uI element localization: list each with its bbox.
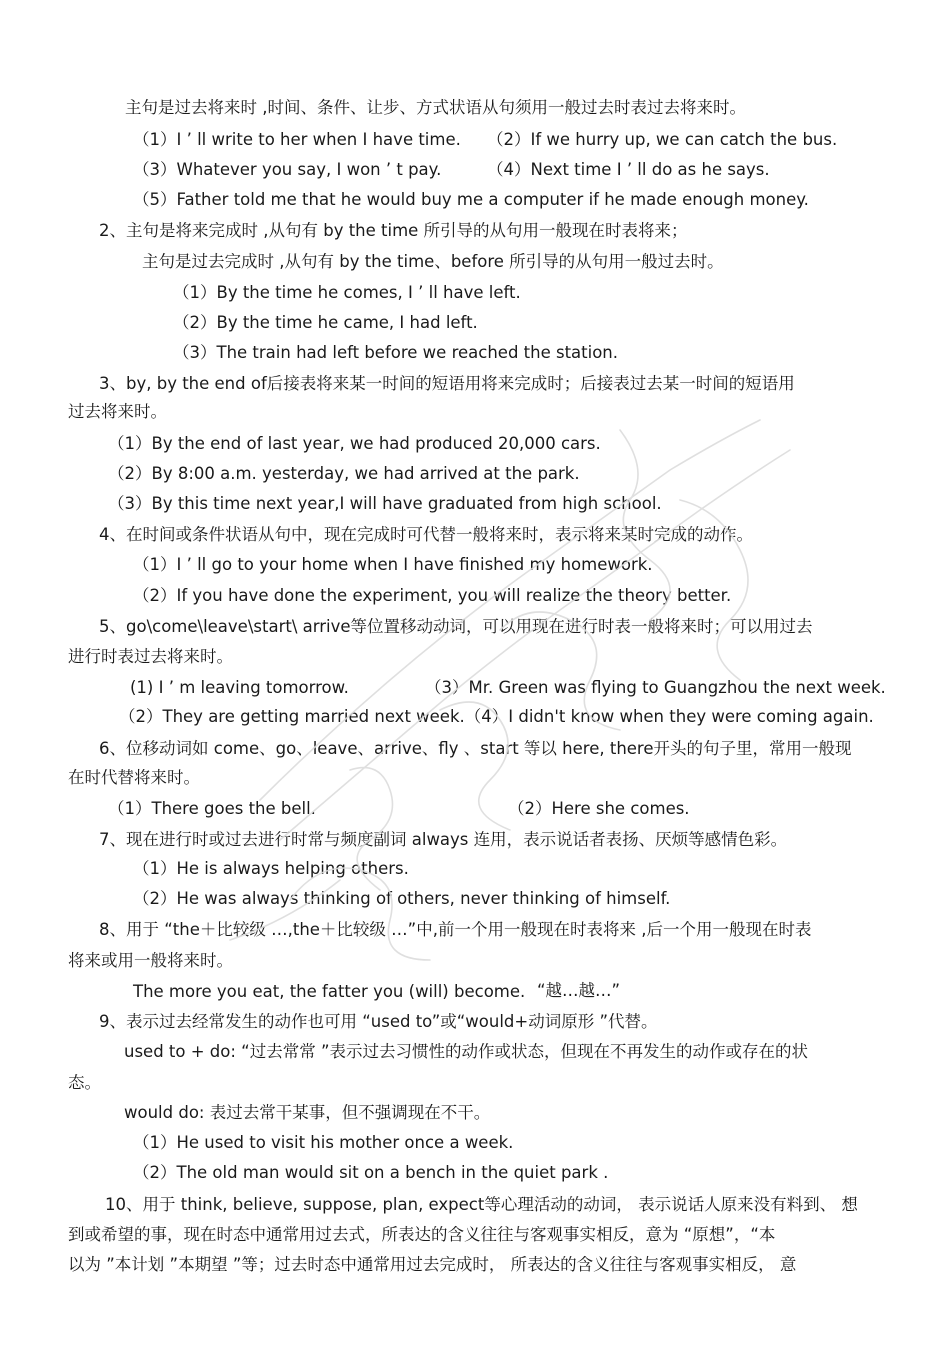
text-line: （1）I ’ ll go to your home when I have finished my homework.	[133, 555, 653, 574]
text-line: 10、用于 think, believe, suppose, plan, expect等心理活动的动词， 表示说话人原来没有料到、 想	[105, 1195, 858, 1214]
text-line: 主句是过去完成时 ,从句有 by the time、before 所引导的从句用一般过去时。	[142, 252, 724, 271]
text-line: 5、go\come\leave\start\ arrive等位置移动动词，可以用现在进行时表一般将来时；可以用过去	[99, 617, 813, 636]
text-line: 3、by, by the end of后接表将来某一时间的短语用将来完成时；后接表过去某一时间的短语用	[99, 374, 795, 393]
text-line: （3）By this time next year,I will have graduated from high school.	[108, 494, 662, 513]
text-line: （2）By 8:00 a.m. yesterday, we had arrived at the park.	[108, 464, 580, 483]
text-line: 7、现在进行时或过去进行时常与频度副词 always 连用，表示说话者表扬、厌烦等感情色彩。	[99, 830, 788, 849]
text-line: 6、位移动词如 come、go、leave、arrive、fly 、start 等以 here, there开头的句子里，常用一般现	[99, 739, 852, 758]
text-line: 9、表示过去经常发生的动作也可用 “used to”或“would+动词原形 ”代替。	[99, 1012, 658, 1031]
text-line: would do: 表过去常干某事，但不强调现在不干。	[124, 1103, 491, 1122]
text-line: （5）Father told me that he would buy me a computer if he made enough money.	[133, 190, 809, 209]
text-line: (1) I ’ m leaving tomorrow.	[130, 678, 349, 697]
text-line: 2、主句是将来完成时 ,从句有 by the time 所引导的从句用一般现在时表将来；	[99, 221, 688, 240]
text-line: 以为 ”本计划 ”本期望 ”等；过去时态中通常用过去完成时， 所表达的含义往往与客观事实相反， 意	[68, 1255, 797, 1274]
text-line: 主句是过去将来时 ,时间、条件、让步、方式状语从句须用一般过去时表过去将来时。	[125, 98, 746, 117]
text-line: （2）If we hurry up, we can catch the bus.	[487, 130, 838, 149]
text-line: 到或希望的事，现在时态中通常用过去式，所表达的含义往往与客观事实相反，意为 “原想”，“本	[68, 1225, 776, 1244]
text-line: （2）Here she comes.	[508, 799, 690, 818]
text-line: （3）Mr. Green was flying to Guangzhou the next week.	[425, 678, 886, 697]
text-line: 进行时表过去将来时。	[68, 647, 233, 666]
text-line: 8、用于 “the＋比较级 …,the＋比较级 …”中,前一个用一般现在时表将来 ,后一个用一般现在时表	[99, 920, 812, 939]
text-line: （1）There goes the bell.	[108, 799, 316, 818]
text-line: 态。	[68, 1073, 101, 1092]
text-line: used to + do: “过去常常 ”表示过去习惯性的动作或状态，但现在不再发生的动作或存在的状	[124, 1042, 809, 1061]
text-line: 在时代替将来时。	[68, 768, 200, 787]
text-line: （2）If you have done the experiment, you will realize the theory better.	[133, 586, 732, 605]
text-line: （2）He was always thinking of others, never thinking of himself.	[133, 889, 671, 908]
text-line: 过去将来时。	[68, 402, 167, 421]
text-line: （2）By the time he came, I had left.	[173, 313, 478, 332]
text-line: （1）He is always helping others.	[133, 859, 409, 878]
text-line: （1）I ’ ll write to her when I have time.	[133, 130, 461, 149]
text-line: The more you eat, the fatter you (will) become.	[133, 982, 526, 1001]
text-line: （3）Whatever you say, I won ’ t pay.	[133, 160, 442, 179]
text-line: （1）He used to visit his mother once a week.	[133, 1133, 514, 1152]
text-line: 4、在时间或条件状语从句中，现在完成时可代替一般将来时，表示将来某时完成的动作。	[99, 525, 753, 544]
text-line: （3）The train had left before we reached the station.	[173, 343, 619, 362]
text-line: （1）By the time he comes, I ’ ll have left.	[173, 283, 521, 302]
text-line: 将来或用一般将来时。	[68, 951, 233, 970]
text-line: （2）They are getting married next week.（4）I didn't know when they were coming again.	[119, 707, 874, 726]
text-line: （1）By the end of last year, we had produced 20,000 cars.	[108, 434, 601, 453]
text-line: （4）Next time I ’ ll do as he says.	[487, 160, 770, 179]
text-line: “越…越…”	[537, 981, 621, 1000]
text-line: （2）The old man would sit on a bench in the quiet park .	[133, 1163, 609, 1182]
